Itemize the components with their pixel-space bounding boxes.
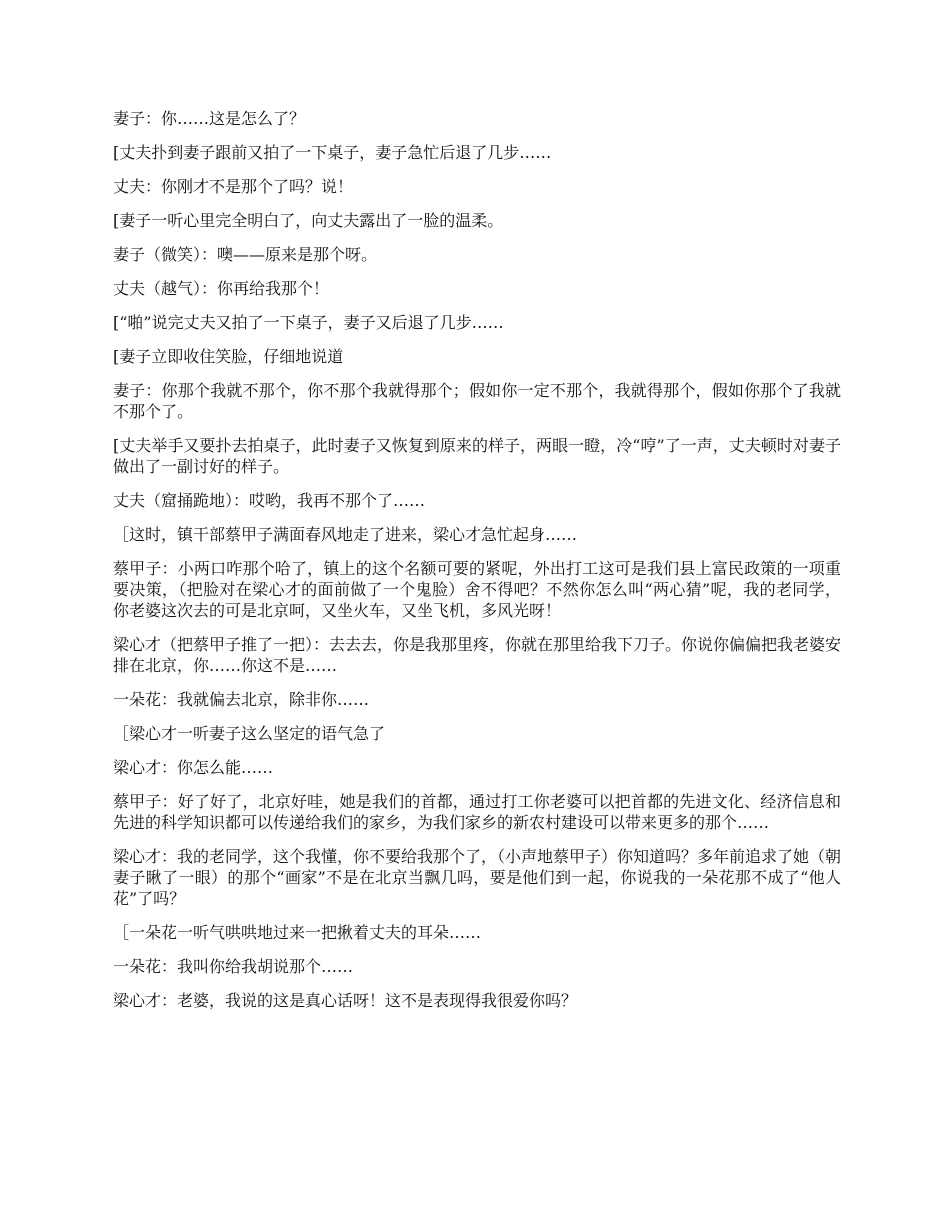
stage-direction: [丈夫扑到妻子跟前又拍了一下桌子，妻子急忙后退了几步……: [113, 143, 552, 162]
script-line: 蔡甲子：小两口咋那个哈了，镇上的这个名额可要的紧呢，外出打工这可是我们县上富民政策的一项重要决策，（把脸对在梁心才的面前做了一个鬼脸）舍不得吧？不然你怎么叫“两心猜”呢，我的老同学，你老婆这次去的可是北京呵，又坐火车，又坐飞机，多风光呀！: [113, 559, 841, 620]
script-line: 一朵花：我就偏去北京，除非你……: [113, 690, 370, 709]
script-line: 一朵花：我叫你给我胡说那个……: [113, 957, 354, 976]
script-line: 梁心才：我的老同学，这个我懂，你不要给我那个了，（小声地蔡甲子）你知道吗？多年前追求了她（朝妻子瞅了一眼）的那个“画家”不是在北京当飘几吗，要是他们到一起，你说我的一朵花那不成了“他人花”了吗？: [113, 847, 842, 908]
script-line: 妻子：你……这是怎么了？: [113, 109, 306, 128]
document-page: [113, 108, 841, 1024]
script-line: 妻子（微笑）：噢——原来是那个呀。: [113, 245, 378, 264]
script-line: 蔡甲子：好了好了，北京好哇，她是我们的首都，通过打工你老婆可以把首都的先进文化、经济信息和先进的科学知识都可以传递给我们的家乡，为我们家乡的新农村建设可以带来更多的那个……: [113, 792, 841, 832]
script-line: 丈夫（越气）：你再给我那个！: [113, 279, 330, 298]
stage-direction: ［一朵花一听气哄哄地过来一把揪着丈夫的耳朵……: [113, 923, 482, 942]
script-line: 梁心才：你怎么能……: [113, 758, 274, 777]
script-line: 梁心才（把蔡甲子推了一把）：去去去，你是我那里疼，你就在那里给我下刀子。你说你偏偏把我老婆安排在北京，你……你这不是……: [113, 635, 842, 675]
stage-direction: [妻子一听心里完全明白了，向丈夫露出了一脸的温柔。: [113, 211, 504, 230]
stage-direction: [妻子立即收住笑脸，仔细地说道: [113, 347, 344, 366]
stage-direction: ［梁心才一听妻子这么坚定的语气急了: [113, 724, 386, 743]
script-line: 梁心才：老婆，我说的这是真心话呀！这不是表现得我很爱你吗？: [113, 991, 578, 1010]
script-line: 丈夫：你刚才不是那个了吗？说！: [113, 177, 354, 196]
script-line: 丈夫（窟捅跪地）：哎哟，我再不那个了……: [113, 491, 426, 510]
stage-direction: [丈夫举手又要扑去拍桌子，此时妻子又恢复到原来的样子，两眼一瞪，冷“哼”了一声，丈夫顿时对妻子做出了一副讨好的样子。: [113, 436, 841, 476]
stage-direction: ［这时，镇干部蔡甲子满面春风地走了进来，梁心才急忙起身……: [113, 525, 578, 544]
stage-direction: [“啪”说完丈夫又拍了一下桌子，妻子又后退了几步……: [113, 313, 504, 332]
script-line: 妻子：你那个我就不那个，你不那个我就得那个；假如你一定不那个，我就得那个，假如你那个了我就不那个了。: [113, 381, 841, 421]
